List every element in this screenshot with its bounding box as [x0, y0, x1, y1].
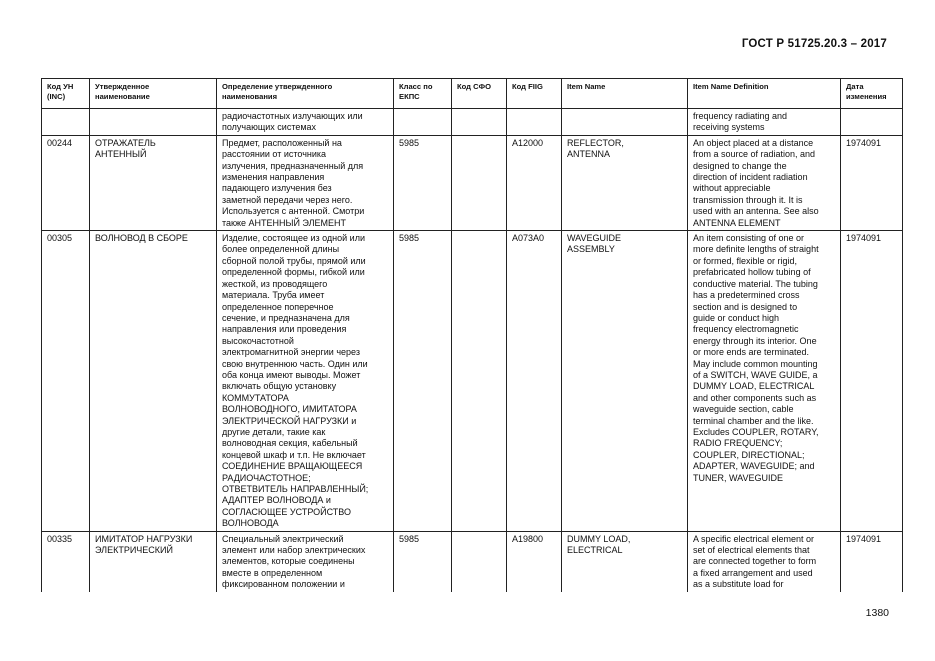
cell-fiig: A073A0 [507, 231, 562, 532]
cell-date: 1974091 [841, 531, 903, 592]
cell-date: 1974091 [841, 231, 903, 532]
header-item-name: Item Name [562, 79, 688, 109]
header-name-ru: Утвержденное наименование [90, 79, 217, 109]
cell-name-ru: ОТРАЖАТЕЛЬ АНТЕННЫЙ [90, 135, 217, 230]
cell-definition-ru: Специальный электрический элемент или набор электрических элементов, которые соединены вместе в определенном фиксированном положении и [217, 531, 394, 592]
header-sfo: Код СФО [452, 79, 507, 109]
cell-definition-ru: радиочастотных излучающих или получающих системах [217, 109, 394, 136]
cell-inc: 00305 [42, 231, 90, 532]
cell-item-definition: frequency radiating and receiving systems [688, 109, 841, 136]
header-class: Класс по ЕКПС [394, 79, 452, 109]
cell-sfo [452, 231, 507, 532]
cell-sfo [452, 135, 507, 230]
table-row [42, 231, 903, 532]
cell-fiig: A19800 [507, 531, 562, 592]
page-number: 1380 [865, 607, 889, 619]
cell-name-ru: ВОЛНОВОД В СБОРЕ [90, 231, 217, 532]
cell-item-definition: An object placed at a distance from a source of radiation, and designed to change the direction of incident radiation without appreciable transmission through it. It is used with an antenna. See also ANTENNA ELEMENT [688, 135, 841, 230]
cell-item-name [562, 109, 688, 136]
cell-class [394, 109, 452, 136]
cell-definition-ru: Изделие, состоящее из одной или более определенной длины сборной полой трубы, прямой или определенной формы, гибкой или жесткой, из проводящего материала. Труба имеет определенное поперечное сечение, и предназначена для направления или проведения высокочастотной электромагнитной энергии через свою внутреннюю часть. Один или оба конца имеют выводы. Может включать общую установку КОММУТАТОРА ВОЛНОВОДНОГО, ИМИТАТОРА ЭЛЕКТРИЧЕСКОЙ НАГРУЗКИ и другие детали, такие как волноводная секция, кабельный концевой шкаф и т.п. Не включает СОЕДИНЕНИЕ ВРАЩАЮЩЕЕСЯ РАДИОЧАСТОТНОЕ; ОТВЕТВИТЕЛЬ НАПРАВЛЕННЫЙ; АДАПТЕР ВОЛНОВОДА и СОГЛАСЮЩЕЕ УСТРОЙСТВО ВОЛНОВОДА [217, 231, 394, 532]
header-fiig: Код FIIG [507, 79, 562, 109]
cell-definition-ru: Предмет, расположенный на расстоянии от источника излучения, предназначенный для изменения направления падающего излучения без заметной передачи через него. Используется с антенной. Смотри также АНТЕННЫЙ ЭЛЕМЕНТ [217, 135, 394, 230]
cell-sfo [452, 531, 507, 592]
document-title: ГОСТ Р 51725.20.3 – 2017 [741, 38, 887, 50]
cell-item-name: WAVEGUIDE ASSEMBLY [562, 231, 688, 532]
cell-inc: 00244 [42, 135, 90, 230]
cell-class: 5985 [394, 531, 452, 592]
table-row [42, 531, 903, 592]
cell-item-definition: A specific electrical element or set of electrical elements that are connected together to form a fixed arrangement and used as a substitute load for [688, 531, 841, 592]
cell-name-ru [90, 109, 217, 136]
header-definition-ru: Определение утвержденного наименования [217, 79, 394, 109]
cell-class: 5985 [394, 135, 452, 230]
cell-item-name: DUMMY LOAD, ELECTRICAL [562, 531, 688, 592]
header-row [42, 79, 903, 109]
cell-item-name: REFLECTOR, ANTENNA [562, 135, 688, 230]
cell-name-ru: ИМИТАТОР НАГРУЗКИ ЭЛЕКТРИЧЕСКИЙ [90, 531, 217, 592]
cell-item-definition: An item consisting of one or more definite lengths of straight or formed, flexible or rigid, prefabricated hollow tubing of conductive material. The tubing has a predetermined cross section and is designed to guide or conduct high frequency electromagnetic energy through its interior. One or more ends are terminated. May include common mounting of a SWITCH, WAVE GUIDE, a DUMMY LOAD, ELECTRICAL and other components such as waveguide section, cable terminal chamber and the like. Excludes COUPLER, ROTARY, RADIO FREQUENCY; COUPLER, DIRECTIONAL; ADAPTER, WAVEGUIDE; and TUNER, WAVEGUIDE [688, 231, 841, 532]
header-inc: Код УН (INC) [42, 79, 90, 109]
header-item-definition: Item Name Definition [688, 79, 841, 109]
cell-fiig: A12000 [507, 135, 562, 230]
table-row [42, 135, 903, 230]
header-date: Дата изменения [841, 79, 903, 109]
cell-date: 1974091 [841, 135, 903, 230]
cell-inc: 00335 [42, 531, 90, 592]
items-table [41, 78, 903, 592]
cell-fiig [507, 109, 562, 136]
continuation-row [42, 109, 903, 136]
cell-date [841, 109, 903, 136]
cell-class: 5985 [394, 231, 452, 532]
cell-sfo [452, 109, 507, 136]
cell-inc [42, 109, 90, 136]
